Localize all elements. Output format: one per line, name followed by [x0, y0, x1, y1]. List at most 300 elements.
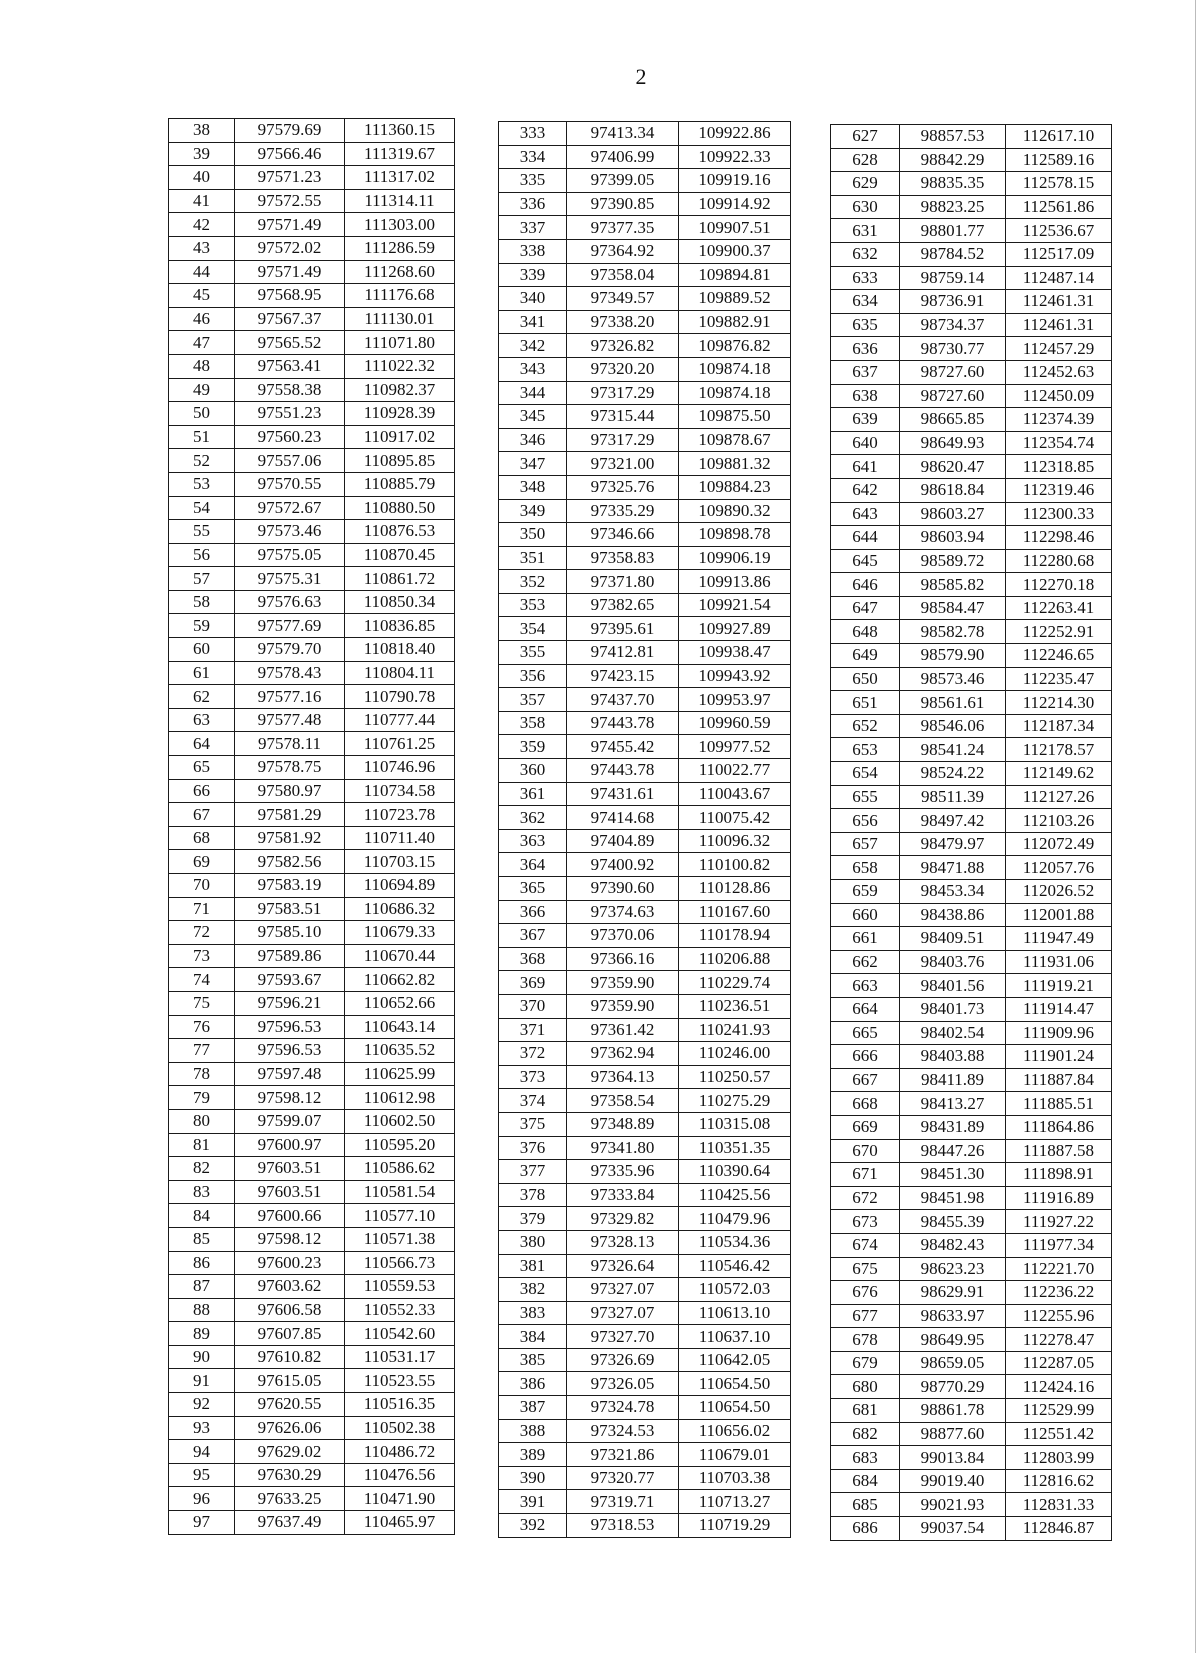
y-coordinate-cell: 110656.02: [679, 1419, 791, 1443]
column-separator: [455, 402, 499, 426]
point-number-cell: 368: [499, 947, 567, 971]
point-number-cell: 677: [831, 1304, 900, 1328]
column-separator: [791, 853, 832, 877]
y-coordinate-cell: 112072.49: [1006, 832, 1112, 856]
table-row: [831, 1163, 1112, 1187]
column-separator: [791, 924, 832, 948]
point-number-cell: 357: [499, 688, 567, 712]
point-number-cell: 682: [831, 1422, 900, 1446]
x-coordinate-cell: 97395.61: [567, 617, 679, 641]
table-row: [169, 1487, 499, 1511]
column-separator: [791, 1372, 832, 1396]
point-number-cell: 380: [499, 1230, 567, 1254]
point-number-cell: 647: [831, 596, 900, 620]
x-coordinate-cell: 97315.44: [567, 405, 679, 429]
point-number-cell: 38: [169, 119, 235, 143]
x-coordinate-cell: 98482.43: [900, 1233, 1006, 1257]
point-number-cell: 83: [169, 1180, 235, 1204]
y-coordinate-cell: 110595.20: [345, 1133, 455, 1157]
point-number-cell: 379: [499, 1207, 567, 1231]
table-row: [499, 853, 832, 877]
x-coordinate-cell: 97565.52: [235, 331, 345, 355]
column-separator: [455, 1487, 499, 1511]
y-coordinate-cell: 110723.78: [345, 803, 455, 827]
x-coordinate-cell: 97596.53: [235, 1015, 345, 1039]
point-number-cell: 664: [831, 997, 900, 1021]
table-row: [499, 947, 832, 971]
x-coordinate-cell: 97358.83: [567, 546, 679, 570]
x-coordinate-cell: 97349.57: [567, 287, 679, 311]
x-coordinate-cell: 98411.89: [900, 1068, 1006, 1092]
table-row: [169, 472, 499, 496]
column-separator: [791, 1325, 832, 1349]
y-coordinate-cell: 110662.82: [345, 968, 455, 992]
point-number-cell: 53: [169, 472, 235, 496]
point-number-cell: 634: [831, 290, 900, 314]
table-row: [499, 641, 832, 665]
x-coordinate-cell: 97572.02: [235, 236, 345, 260]
column-separator: [455, 1463, 499, 1487]
table-row: [831, 1115, 1112, 1139]
x-coordinate-cell: 98546.06: [900, 714, 1006, 738]
y-coordinate-cell: 111914.47: [1006, 997, 1112, 1021]
column-separator: [791, 971, 832, 995]
table-row: [169, 496, 499, 520]
point-number-cell: 669: [831, 1115, 900, 1139]
column-separator: [455, 756, 499, 780]
point-number-cell: 686: [831, 1517, 900, 1541]
table-row: [169, 638, 499, 662]
x-coordinate-cell: 97578.43: [235, 661, 345, 685]
column-separator: [791, 1348, 832, 1372]
column-separator: [455, 991, 499, 1015]
table-row: [499, 688, 832, 712]
y-coordinate-cell: 111885.51: [1006, 1092, 1112, 1116]
point-number-cell: 356: [499, 664, 567, 688]
point-number-cell: 45: [169, 284, 235, 308]
y-coordinate-cell: 109890.32: [679, 499, 791, 523]
point-number-cell: 46: [169, 307, 235, 331]
x-coordinate-cell: 97603.51: [235, 1157, 345, 1181]
table-row: [499, 263, 832, 287]
y-coordinate-cell: 110836.85: [345, 614, 455, 638]
x-coordinate-cell: 98633.97: [900, 1304, 1006, 1328]
y-coordinate-cell: 109907.51: [679, 216, 791, 240]
x-coordinate-cell: 97579.70: [235, 638, 345, 662]
y-coordinate-cell: 110043.67: [679, 782, 791, 806]
x-coordinate-cell: 97575.05: [235, 543, 345, 567]
point-number-cell: 78: [169, 1062, 235, 1086]
y-coordinate-cell: 110571.38: [345, 1227, 455, 1251]
table-row: [169, 189, 499, 213]
x-coordinate-cell: 97361.42: [567, 1018, 679, 1042]
y-coordinate-cell: 110885.79: [345, 472, 455, 496]
table-row: [499, 1230, 832, 1254]
y-coordinate-cell: 110880.50: [345, 496, 455, 520]
table-row: [169, 803, 499, 827]
table-row: [831, 172, 1112, 196]
x-coordinate-cell: 97573.46: [235, 520, 345, 544]
table-row: [499, 759, 832, 783]
table-row: [831, 526, 1112, 550]
y-coordinate-cell: 110465.97: [345, 1511, 455, 1535]
table-row: [499, 428, 832, 452]
column-separator: [791, 688, 832, 712]
table-row: [831, 832, 1112, 856]
point-number-cell: 71: [169, 897, 235, 921]
column-separator: [791, 641, 832, 665]
y-coordinate-cell: 112278.47: [1006, 1328, 1112, 1352]
table-row: [499, 735, 832, 759]
table-row: [499, 357, 832, 381]
y-coordinate-cell: 110552.33: [345, 1298, 455, 1322]
y-coordinate-cell: 110229.74: [679, 971, 791, 995]
x-coordinate-cell: 97583.19: [235, 874, 345, 898]
table-row: [499, 122, 832, 146]
table-row: [831, 762, 1112, 786]
x-coordinate-cell: 98402.54: [900, 1021, 1006, 1045]
point-number-cell: 627: [831, 125, 900, 149]
point-number-cell: 649: [831, 644, 900, 668]
x-coordinate-cell: 98618.84: [900, 478, 1006, 502]
point-number-cell: 343: [499, 357, 567, 381]
y-coordinate-cell: 110602.50: [345, 1109, 455, 1133]
point-number-cell: 374: [499, 1089, 567, 1113]
y-coordinate-cell: 112149.62: [1006, 762, 1112, 786]
x-coordinate-cell: 97329.82: [567, 1207, 679, 1231]
y-coordinate-cell: 112214.30: [1006, 691, 1112, 715]
y-coordinate-cell: 110719.29: [679, 1514, 791, 1538]
x-coordinate-cell: 97362.94: [567, 1042, 679, 1066]
column-separator: [455, 472, 499, 496]
x-coordinate-cell: 97567.37: [235, 307, 345, 331]
column-separator: [455, 1369, 499, 1393]
table-row: [169, 543, 499, 567]
x-coordinate-cell: 99019.40: [900, 1469, 1006, 1493]
x-coordinate-cell: 97318.53: [567, 1514, 679, 1538]
coordinates-table-2: [498, 121, 832, 1538]
table-row: [169, 331, 499, 355]
table-row: [831, 620, 1112, 644]
point-number-cell: 42: [169, 213, 235, 237]
x-coordinate-cell: 97596.21: [235, 991, 345, 1015]
table-row: [169, 1275, 499, 1299]
point-number-cell: 65: [169, 756, 235, 780]
y-coordinate-cell: 110100.82: [679, 853, 791, 877]
y-coordinate-cell: 110486.72: [345, 1440, 455, 1464]
y-coordinate-cell: 109953.97: [679, 688, 791, 712]
point-number-cell: 668: [831, 1092, 900, 1116]
point-number-cell: 59: [169, 614, 235, 638]
x-coordinate-cell: 97317.29: [567, 428, 679, 452]
column-separator: [455, 590, 499, 614]
y-coordinate-cell: 111286.59: [345, 236, 455, 260]
y-coordinate-cell: 112187.34: [1006, 714, 1112, 738]
column-separator: [791, 1490, 832, 1514]
y-coordinate-cell: 112551.42: [1006, 1422, 1112, 1446]
table-row: [499, 239, 832, 263]
column-separator: [791, 239, 832, 263]
table-row: [169, 1369, 499, 1393]
y-coordinate-cell: 110246.00: [679, 1042, 791, 1066]
column-separator: [791, 782, 832, 806]
y-coordinate-cell: 112001.88: [1006, 903, 1112, 927]
y-coordinate-cell: 112236.22: [1006, 1281, 1112, 1305]
table-row: [499, 711, 832, 735]
point-number-cell: 653: [831, 738, 900, 762]
table-row: [831, 384, 1112, 408]
point-number-cell: 92: [169, 1393, 235, 1417]
table-row: [169, 425, 499, 449]
point-number-cell: 635: [831, 313, 900, 337]
column-separator: [455, 1109, 499, 1133]
point-number-cell: 338: [499, 239, 567, 263]
x-coordinate-cell: 98727.60: [900, 384, 1006, 408]
y-coordinate-cell: 111130.01: [345, 307, 455, 331]
column-separator: [455, 142, 499, 166]
y-coordinate-cell: 112287.05: [1006, 1351, 1112, 1375]
x-coordinate-cell: 97319.71: [567, 1490, 679, 1514]
point-number-cell: 336: [499, 192, 567, 216]
table-row: [499, 381, 832, 405]
point-number-cell: 640: [831, 431, 900, 455]
y-coordinate-cell: 110870.45: [345, 543, 455, 567]
y-coordinate-cell: 109977.52: [679, 735, 791, 759]
y-coordinate-cell: 110351.35: [679, 1136, 791, 1160]
point-number-cell: 666: [831, 1045, 900, 1069]
table-row: [831, 903, 1112, 927]
y-coordinate-cell: 110516.35: [345, 1393, 455, 1417]
column-separator: [791, 900, 832, 924]
y-coordinate-cell: 110471.90: [345, 1487, 455, 1511]
x-coordinate-cell: 97629.02: [235, 1440, 345, 1464]
y-coordinate-cell: 110523.55: [345, 1369, 455, 1393]
point-number-cell: 345: [499, 405, 567, 429]
point-number-cell: 86: [169, 1251, 235, 1275]
y-coordinate-cell: 112517.09: [1006, 242, 1112, 266]
point-number-cell: 639: [831, 408, 900, 432]
x-coordinate-cell: 97599.07: [235, 1109, 345, 1133]
column-separator: [791, 1514, 832, 1538]
point-number-cell: 369: [499, 971, 567, 995]
table-row: [831, 880, 1112, 904]
table-row: [831, 714, 1112, 738]
column-separator: [455, 1039, 499, 1063]
y-coordinate-cell: 110315.08: [679, 1112, 791, 1136]
point-number-cell: 346: [499, 428, 567, 452]
table-row: [499, 617, 832, 641]
table-row: [169, 1251, 499, 1275]
point-number-cell: 91: [169, 1369, 235, 1393]
point-number-cell: 361: [499, 782, 567, 806]
x-coordinate-cell: 97443.78: [567, 711, 679, 735]
y-coordinate-cell: 110250.57: [679, 1065, 791, 1089]
point-number-cell: 48: [169, 354, 235, 378]
y-coordinate-cell: 110818.40: [345, 638, 455, 662]
x-coordinate-cell: 98438.86: [900, 903, 1006, 927]
column-separator: [791, 1301, 832, 1325]
point-number-cell: 636: [831, 337, 900, 361]
x-coordinate-cell: 97390.60: [567, 877, 679, 901]
x-coordinate-cell: 97577.48: [235, 708, 345, 732]
y-coordinate-cell: 111887.58: [1006, 1139, 1112, 1163]
point-number-cell: 344: [499, 381, 567, 405]
table-row: [499, 192, 832, 216]
column-separator: [791, 1042, 832, 1066]
table-row: [499, 1372, 832, 1396]
table-row: [499, 593, 832, 617]
table-row: [169, 732, 499, 756]
x-coordinate-cell: 97382.65: [567, 593, 679, 617]
table-row: [499, 570, 832, 594]
point-number-cell: 660: [831, 903, 900, 927]
y-coordinate-cell: 109922.33: [679, 145, 791, 169]
x-coordinate-cell: 97390.85: [567, 192, 679, 216]
table-row: [499, 334, 832, 358]
x-coordinate-cell: 97615.05: [235, 1369, 345, 1393]
point-number-cell: 94: [169, 1440, 235, 1464]
x-coordinate-cell: 98455.39: [900, 1210, 1006, 1234]
column-separator: [791, 1018, 832, 1042]
y-coordinate-cell: 110713.27: [679, 1490, 791, 1514]
y-coordinate-cell: 111303.00: [345, 213, 455, 237]
column-separator: [455, 213, 499, 237]
x-coordinate-cell: 98497.42: [900, 809, 1006, 833]
table-row: [499, 546, 832, 570]
column-separator: [791, 523, 832, 547]
x-coordinate-cell: 97327.07: [567, 1278, 679, 1302]
y-coordinate-cell: 111317.02: [345, 166, 455, 190]
table-row: [169, 1463, 499, 1487]
table-row: [831, 997, 1112, 1021]
table-row: [499, 1018, 832, 1042]
point-number-cell: 389: [499, 1443, 567, 1467]
point-number-cell: 333: [499, 122, 567, 146]
y-coordinate-cell: 110861.72: [345, 567, 455, 591]
point-number-cell: 672: [831, 1186, 900, 1210]
table-row: [169, 1511, 499, 1535]
table-row: [831, 1304, 1112, 1328]
point-number-cell: 391: [499, 1490, 567, 1514]
column-separator: [455, 1275, 499, 1299]
y-coordinate-cell: 110804.11: [345, 661, 455, 685]
x-coordinate-cell: 97583.51: [235, 897, 345, 921]
table-row: [169, 1322, 499, 1346]
x-coordinate-cell: 97581.92: [235, 826, 345, 850]
y-coordinate-cell: 110711.40: [345, 826, 455, 850]
point-number-cell: 70: [169, 874, 235, 898]
table-row: [831, 1375, 1112, 1399]
column-separator: [791, 1183, 832, 1207]
table-row: [169, 944, 499, 968]
column-separator: [791, 593, 832, 617]
x-coordinate-cell: 97423.15: [567, 664, 679, 688]
x-coordinate-cell: 99021.93: [900, 1493, 1006, 1517]
table-row: [169, 779, 499, 803]
table-row: [499, 1396, 832, 1420]
table-row: [169, 1180, 499, 1204]
y-coordinate-cell: 110476.56: [345, 1463, 455, 1487]
point-number-cell: 377: [499, 1160, 567, 1184]
point-number-cell: 381: [499, 1254, 567, 1278]
point-number-cell: 80: [169, 1109, 235, 1133]
table-row: [499, 145, 832, 169]
x-coordinate-cell: 97610.82: [235, 1345, 345, 1369]
table-row: [831, 1045, 1112, 1069]
table-row: [499, 829, 832, 853]
table-row: [831, 785, 1112, 809]
column-separator: [455, 638, 499, 662]
x-coordinate-cell: 98401.56: [900, 974, 1006, 998]
y-coordinate-cell: 109919.16: [679, 169, 791, 193]
y-coordinate-cell: 111360.15: [345, 119, 455, 143]
y-coordinate-cell: 109878.67: [679, 428, 791, 452]
table-row: [169, 614, 499, 638]
column-separator: [791, 357, 832, 381]
table-row: [831, 1021, 1112, 1045]
y-coordinate-cell: 112127.26: [1006, 785, 1112, 809]
x-coordinate-cell: 98603.94: [900, 526, 1006, 550]
y-coordinate-cell: 110654.50: [679, 1372, 791, 1396]
x-coordinate-cell: 97400.92: [567, 853, 679, 877]
table-row: [169, 307, 499, 331]
column-separator: [455, 1322, 499, 1346]
column-separator: [455, 661, 499, 685]
point-number-cell: 60: [169, 638, 235, 662]
x-coordinate-cell: 98447.26: [900, 1139, 1006, 1163]
point-number-cell: 334: [499, 145, 567, 169]
table-row: [169, 520, 499, 544]
y-coordinate-cell: 110167.60: [679, 900, 791, 924]
table-row: [499, 216, 832, 240]
table-row: [169, 991, 499, 1015]
point-number-cell: 679: [831, 1351, 900, 1375]
y-coordinate-cell: 109884.23: [679, 475, 791, 499]
column-separator: [455, 520, 499, 544]
table-row: [831, 478, 1112, 502]
x-coordinate-cell: 97582.56: [235, 850, 345, 874]
y-coordinate-cell: 110425.56: [679, 1183, 791, 1207]
x-coordinate-cell: 97571.49: [235, 213, 345, 237]
y-coordinate-cell: 112026.52: [1006, 880, 1112, 904]
point-number-cell: 52: [169, 449, 235, 473]
x-coordinate-cell: 97326.64: [567, 1254, 679, 1278]
point-number-cell: 684: [831, 1469, 900, 1493]
table-row: [169, 921, 499, 945]
point-number-cell: 390: [499, 1466, 567, 1490]
column-separator: [791, 1160, 832, 1184]
page-number: 2: [635, 64, 647, 89]
x-coordinate-cell: 97600.23: [235, 1251, 345, 1275]
x-coordinate-cell: 97551.23: [235, 402, 345, 426]
point-number-cell: 366: [499, 900, 567, 924]
y-coordinate-cell: 110917.02: [345, 425, 455, 449]
column-separator: [791, 546, 832, 570]
table-row: [831, 408, 1112, 432]
x-coordinate-cell: 98659.05: [900, 1351, 1006, 1375]
point-number-cell: 659: [831, 880, 900, 904]
y-coordinate-cell: 112803.99: [1006, 1446, 1112, 1470]
point-number-cell: 360: [499, 759, 567, 783]
table-row: [169, 1062, 499, 1086]
x-coordinate-cell: 97572.67: [235, 496, 345, 520]
column-separator: [455, 1416, 499, 1440]
x-coordinate-cell: 97578.11: [235, 732, 345, 756]
y-coordinate-cell: 111919.21: [1006, 974, 1112, 998]
y-coordinate-cell: 110850.34: [345, 590, 455, 614]
y-coordinate-cell: 112263.41: [1006, 596, 1112, 620]
x-coordinate-cell: 97598.12: [235, 1086, 345, 1110]
